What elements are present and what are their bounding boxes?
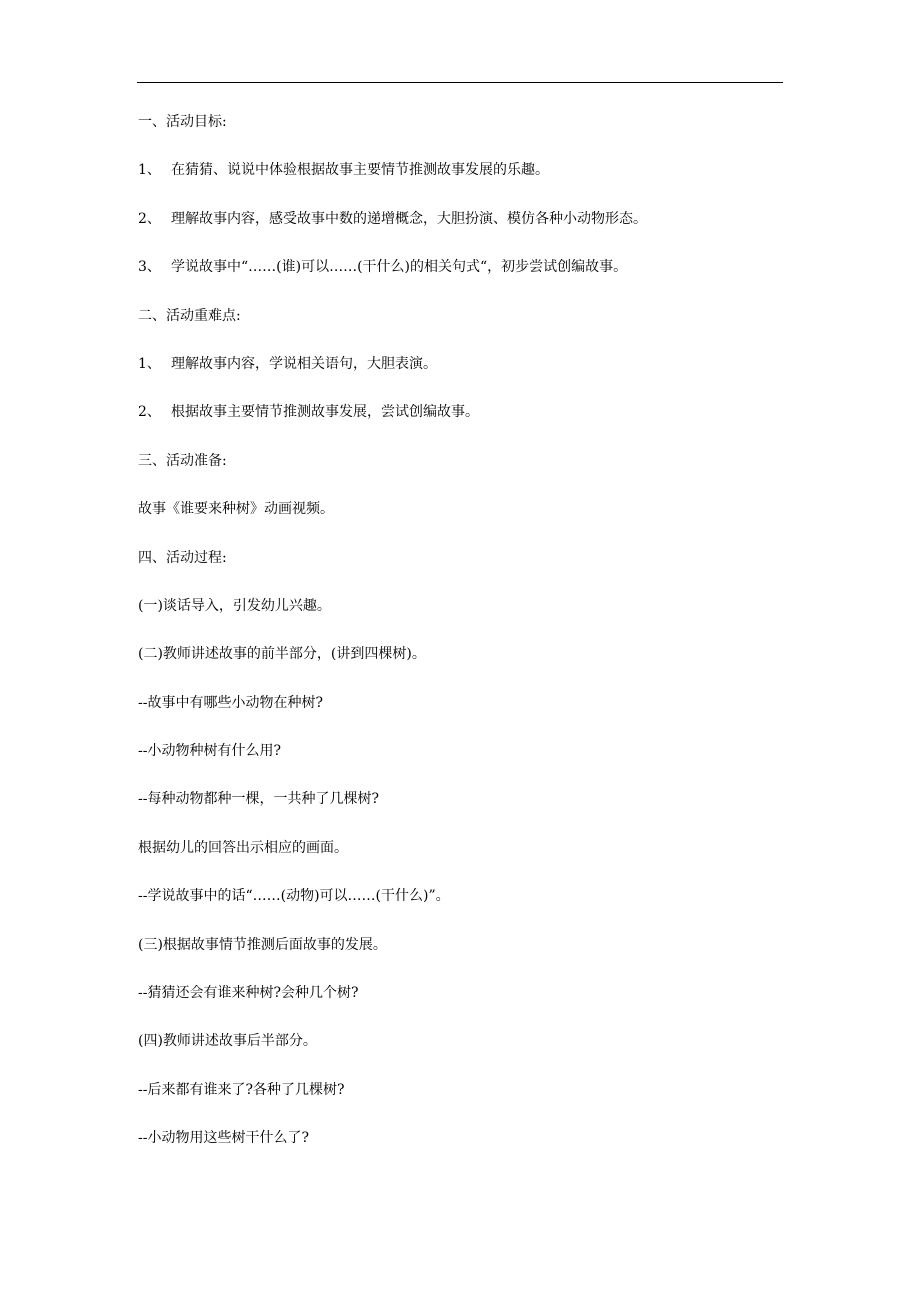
line-text: 理解故事内容，学说相关语句，大胆表演。 (171, 355, 437, 372)
item-number: 2、 (138, 210, 161, 227)
process-step (138, 934, 784, 982)
process-question (138, 1127, 784, 1175)
item-number: 1、 (138, 355, 161, 372)
goal-item-3 (138, 256, 784, 304)
line-text: --学说故事中的话“……(动物)可以……(干什么)”。 (138, 888, 450, 905)
process-question (138, 788, 784, 836)
process-step (138, 1030, 784, 1078)
document-body (138, 111, 784, 1176)
line-text: 在猜猜、说说中体验根据故事主要情节推测故事发展的乐趣。 (171, 162, 549, 179)
process-question (138, 885, 784, 933)
process-question (138, 1079, 784, 1127)
line-text: 故事《谁要来种树》动画视频。 (138, 501, 334, 518)
line-text: (一)谈话导入，引发幼儿兴趣。 (138, 597, 331, 614)
line-text: 理解故事内容，感受故事中数的递增概念，大胆扮演、模仿各种小动物形态。 (171, 210, 647, 227)
header-rule (137, 82, 783, 83)
line-text: --后来都有谁来了?各种了几棵树? (138, 1081, 345, 1098)
line-text: --小动物用这些树干什么了? (138, 1130, 309, 1147)
goal-item-1 (138, 159, 784, 207)
process-step (138, 595, 784, 643)
line-text: (四)教师讲述故事后半部分。 (138, 1033, 317, 1050)
line-text: 学说故事中“……(谁)可以……(干什么)的相关句式“，初步尝试创编故事。 (171, 259, 628, 276)
process-question (138, 740, 784, 788)
line-text: 二、活动重难点: (138, 307, 241, 324)
preparation-text (138, 498, 784, 546)
line-text: --每种动物都种一棵，一共种了几棵树? (138, 791, 379, 808)
line-text: (二)教师讲述故事的前半部分，(讲到四棵树)。 (138, 646, 426, 663)
process-step (138, 643, 784, 691)
line-text: 一、活动目标: (138, 114, 227, 130)
key-point-item-1 (138, 353, 784, 401)
section-heading-process (138, 547, 784, 595)
line-text: 四、活动过程: (138, 549, 227, 566)
line-text: --小动物种树有什么用? (138, 743, 281, 760)
process-question (138, 982, 784, 1030)
line-text: 三、活动准备: (138, 452, 227, 469)
item-number: 3、 (138, 259, 161, 276)
process-note (138, 837, 784, 885)
line-text: --猜猜还会有谁来种树?会种几个树? (138, 985, 359, 1002)
item-number: 1、 (138, 162, 161, 179)
line-text: (三)根据故事情节推测后面故事的发展。 (138, 936, 387, 953)
item-number: 2、 (138, 404, 161, 421)
goal-item-2 (138, 208, 784, 256)
section-heading-goals (138, 111, 784, 159)
key-point-item-2 (138, 401, 784, 449)
section-heading-key-points (138, 305, 784, 353)
line-text: 根据幼儿的回答出示相应的画面。 (138, 839, 348, 856)
line-text: 根据故事主要情节推测故事发展，尝试创编故事。 (171, 404, 479, 421)
line-text: --故事中有哪些小动物在种树? (138, 694, 323, 711)
process-question (138, 692, 784, 740)
section-heading-preparation (138, 450, 784, 498)
